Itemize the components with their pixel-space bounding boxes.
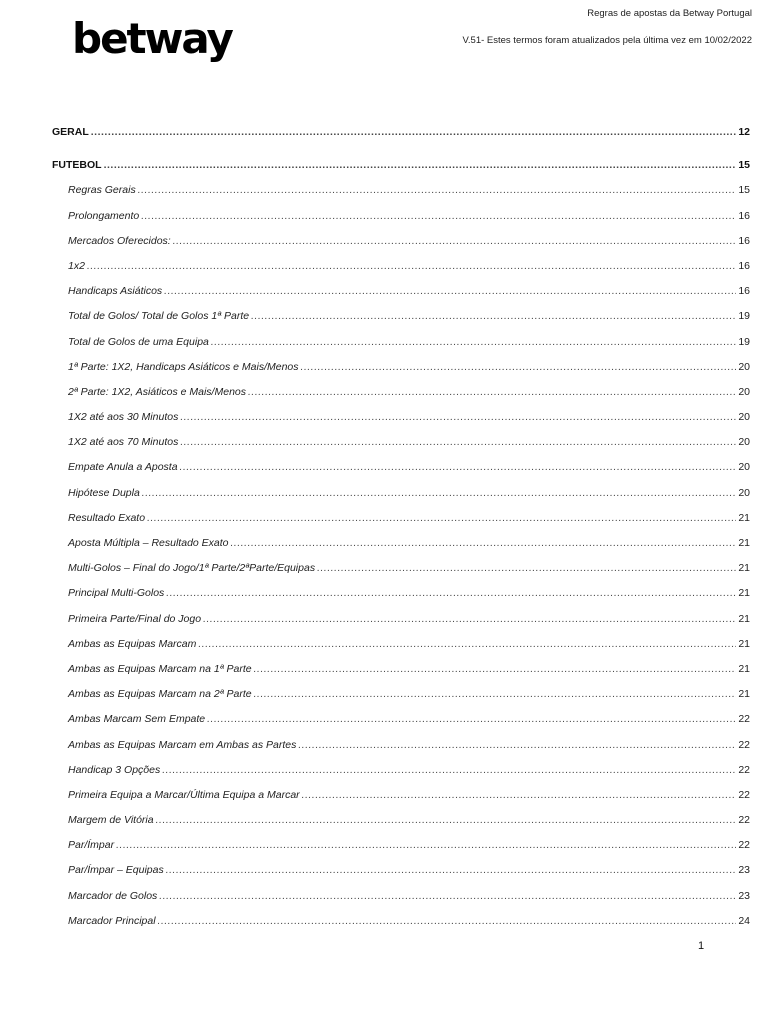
toc-leader-dots: [162, 764, 736, 776]
toc-subentry[interactable]: [52, 336, 750, 361]
toc-subentry[interactable]: [52, 613, 750, 638]
toc-subentry[interactable]: [52, 739, 750, 764]
betway-logo: betway: [72, 14, 232, 63]
toc-subentry[interactable]: [52, 512, 750, 537]
toc-leader-dots: [317, 562, 736, 574]
toc-leader-dots: [158, 915, 737, 927]
toc-subentry-label: Ambas as Equipas Marcam na 1ª Parte: [68, 662, 252, 675]
toc-subentry[interactable]: [52, 436, 750, 461]
toc-leader-dots: [203, 613, 736, 625]
toc-leader-dots: [166, 864, 737, 876]
toc-subentry[interactable]: [52, 235, 750, 260]
toc-subentry[interactable]: [52, 587, 750, 612]
toc-subentry-label: Principal Multi-Golos: [68, 587, 165, 600]
toc-subentry-page: 22: [738, 763, 750, 776]
toc-leader-dots: [251, 310, 736, 322]
toc-subentry[interactable]: [52, 562, 750, 587]
toc-subentry-label: Handicap 3 Opções: [68, 763, 161, 776]
toc-leader-dots: [141, 210, 736, 222]
toc-leader-dots: [254, 688, 737, 700]
toc-subentry[interactable]: [52, 386, 750, 411]
toc-subentry-label: 1ª Parte: 1X2, Handicaps Asiáticos e Mais/Menos: [68, 360, 299, 373]
toc-subentry-page: 22: [738, 814, 750, 827]
toc-subentry[interactable]: [52, 411, 750, 436]
toc-subentry[interactable]: [52, 663, 750, 688]
toc-leader-dots: [104, 159, 737, 171]
toc-subentry[interactable]: [52, 461, 750, 486]
toc-subentry-label: 1X2 até aos 30 Minutos: [68, 411, 179, 424]
toc-subentry-label: Par/Ímpar: [68, 839, 115, 852]
toc-leader-dots: [302, 789, 737, 801]
toc-leader-dots: [159, 890, 736, 902]
toc-subentry-page: 23: [738, 864, 750, 877]
toc-subentry[interactable]: [52, 537, 750, 562]
toc-leader-dots: [198, 638, 736, 650]
toc-leader-dots: [301, 361, 737, 373]
toc-subentry-page: 21: [738, 612, 750, 625]
toc-entry-label: GERAL: [52, 126, 89, 138]
toc-subentry-label: Resultado Exato: [68, 511, 146, 524]
toc-subentry-label: Ambas as Equipas Marcam: [68, 637, 197, 650]
toc-leader-dots: [180, 461, 737, 473]
toc-subentry-page: 20: [738, 411, 750, 424]
toc-subentry-page: 21: [738, 587, 750, 600]
toc-subentry-page: 20: [738, 486, 750, 499]
toc-leader-dots: [248, 386, 736, 398]
toc-subentry[interactable]: [52, 285, 750, 310]
toc-leader-dots: [231, 537, 737, 549]
toc-entry-geral[interactable]: [52, 126, 750, 151]
toc-subentry-label: Ambas as Equipas Marcam em Ambas as Partes: [68, 738, 297, 751]
toc-subentry-label: Total de Golos de uma Equipa: [68, 335, 209, 348]
toc-leader-dots: [156, 814, 737, 826]
toc-subentry-page: 16: [738, 259, 750, 272]
toc-subentry[interactable]: [52, 789, 750, 814]
toc-subentry-page: 21: [738, 511, 750, 524]
toc-subentry-page: 22: [738, 839, 750, 852]
toc-subentry[interactable]: [52, 688, 750, 713]
toc-subentry-label: Par/Ímpar – Equipas: [68, 864, 164, 877]
toc-subentry-label: Margem de Vitória: [68, 814, 154, 827]
toc-leader-dots: [180, 436, 736, 448]
toc-leader-dots: [91, 126, 737, 138]
toc-subentry-page: 22: [738, 738, 750, 751]
toc-subentry[interactable]: [52, 260, 750, 285]
toc-subentry-label: Regras Gerais: [68, 184, 136, 197]
toc-subentry-label: Marcador de Golos: [68, 889, 158, 902]
toc-leader-dots: [180, 411, 736, 423]
toc-subentry-page: 19: [738, 335, 750, 348]
toc-subentry-label: Mercados Oferecidos:: [68, 234, 171, 247]
toc-subentry[interactable]: [52, 210, 750, 235]
toc-subentry-page: 16: [738, 285, 750, 298]
toc-subentry-label: Handicaps Asiáticos: [68, 285, 163, 298]
toc-subentry-label: 2ª Parte: 1X2, Asiáticos e Mais/Menos: [68, 385, 246, 398]
toc-leader-dots: [298, 739, 736, 751]
toc-subentry-label: Aposta Múltipla – Resultado Exato: [68, 537, 229, 549]
toc-subentry-page: 20: [738, 436, 750, 449]
toc-subentry-label: 1X2 até aos 70 Minutos: [68, 436, 179, 449]
toc-subentry-label: Primeira Parte/Final do Jogo: [68, 612, 202, 625]
document-title: Regras de apostas da Betway Portugal: [587, 8, 752, 19]
toc-subentry[interactable]: [52, 361, 750, 386]
table-of-contents: [52, 126, 750, 940]
toc-subentry[interactable]: [52, 638, 750, 663]
toc-entry-page: 12: [738, 126, 750, 138]
toc-subentry-label: Total de Golos/ Total de Golos 1ª Parte: [68, 310, 250, 323]
toc-subentry-page: 15: [738, 184, 750, 197]
toc-subentry[interactable]: [52, 890, 750, 915]
futebol-subentries: [52, 184, 750, 940]
toc-subentry-page: 24: [738, 914, 750, 927]
toc-subentry-page: 21: [738, 537, 750, 549]
toc-subentry-page: 21: [738, 637, 750, 650]
toc-subentry[interactable]: [52, 864, 750, 889]
toc-subentry[interactable]: [52, 764, 750, 789]
toc-subentry-label: Primeira Equipa a Marcar/Última Equipa a Marcar: [68, 788, 300, 801]
toc-subentry-page: 21: [738, 688, 750, 701]
toc-leader-dots: [207, 713, 736, 725]
toc-subentry-page: 19: [738, 310, 750, 323]
toc-leader-dots: [87, 260, 736, 272]
toc-subentry-label: Hipótese Dupla: [68, 486, 140, 499]
toc-leader-dots: [173, 235, 737, 247]
version-note: V.51- Estes termos foram atualizados pela última vez em 10/02/2022: [462, 35, 752, 46]
toc-subentry-label: Ambas Marcam Sem Empate: [68, 713, 206, 726]
toc-subentry[interactable]: [52, 713, 750, 738]
toc-subentry-page: 16: [738, 234, 750, 247]
toc-subentry-page: 23: [738, 889, 750, 902]
toc-leader-dots: [211, 336, 736, 348]
toc-subentry[interactable]: [52, 915, 750, 940]
toc-subentry-label: Ambas as Equipas Marcam na 2ª Parte: [68, 688, 252, 701]
page-number: 1: [698, 940, 705, 952]
toc-subentry-page: 20: [738, 385, 750, 398]
toc-subentry-page: 20: [738, 360, 750, 373]
toc-entry-page: 15: [738, 159, 750, 172]
toc-subentry[interactable]: [52, 839, 750, 864]
toc-subentry[interactable]: [52, 184, 750, 209]
toc-leader-dots: [138, 184, 737, 196]
toc-leader-dots: [142, 487, 737, 499]
toc-subentry-page: 16: [738, 209, 750, 222]
toc-subentry-page: 22: [738, 788, 750, 801]
toc-entry-label: FUTEBOL: [52, 159, 102, 172]
toc-subentry-page: 21: [738, 662, 750, 675]
toc-subentry-label: 1x2: [68, 259, 85, 272]
toc-subentry[interactable]: [52, 487, 750, 512]
toc-subentry-label: Prolongamento: [68, 209, 140, 222]
toc-subentry[interactable]: [52, 814, 750, 839]
toc-subentry-page: 22: [738, 713, 750, 726]
toc-subentry-label: Multi-Golos – Final do Jogo/1ª Parte/2ªParte/Equipas: [68, 562, 316, 575]
toc-leader-dots: [254, 663, 737, 675]
toc-leader-dots: [164, 285, 736, 297]
toc-subentry-page: 20: [738, 461, 750, 474]
toc-subentry-page: 21: [738, 562, 750, 575]
toc-entry-futebol[interactable]: [52, 159, 750, 184]
toc-subentry[interactable]: [52, 310, 750, 335]
toc-subentry-label: Marcador Principal: [68, 914, 156, 927]
toc-leader-dots: [166, 587, 736, 599]
toc-leader-dots: [116, 839, 736, 851]
toc-subentry-label: Empate Anula a Aposta: [68, 461, 178, 474]
toc-leader-dots: [147, 512, 736, 524]
